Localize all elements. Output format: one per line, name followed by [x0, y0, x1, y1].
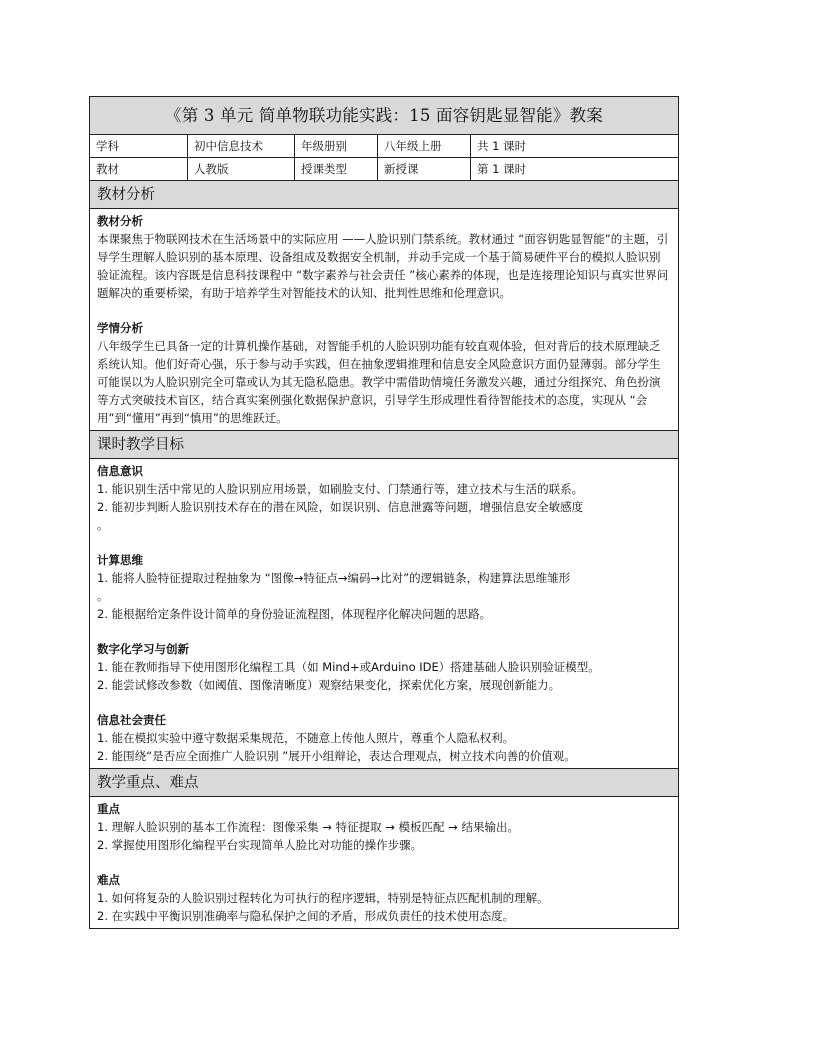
- document-title: 《第 3 单元 简单物联功能实践：15 面容钥匙显智能》教案: [90, 97, 678, 135]
- learner-analysis-text: 八年级学生已具备一定的计算机操作基础，对智能手机的人脸识别功能有较直观体验，但对背后的技术原理缺乏系统认知。他们好奇心强，乐于参与动手实践，但在抽象逻辑推理和信息安全风险意识方面仍显薄弱。部分学生可能误以为人脸识别完全可靠或认为其无隐私隐患。教学中需借助情境任务激发兴趣，通过分组探究、角色扮演等方式突破技术盲区，结合真实案例强化数据保护意识，引导学生形成理性看待智能技术的态度，实现从 “会用”到“懂用”再到“慎用”的思维跃迁。: [97, 339, 661, 425]
- subject-label: 学科: [90, 135, 188, 157]
- section-heading-keypoints: 教学重点、难点: [90, 769, 678, 797]
- section-body-objectives: [90, 459, 678, 769]
- info-row-2: [90, 158, 678, 181]
- textbook-value: 人教版: [188, 158, 295, 180]
- objective-title-computational-thinking: 计算思维: [97, 553, 143, 567]
- textbook-label: 教材: [90, 158, 188, 180]
- material-analysis-title: 教材分析: [97, 214, 143, 228]
- total-hours: 共 1 课时: [477, 139, 527, 153]
- difficulty-title: 难点: [97, 873, 120, 887]
- learner-analysis-title: 学情分析: [97, 321, 143, 335]
- lesson-type-value: 新授课: [378, 158, 471, 180]
- objective-line: 2. 能初步判断人脸识别技术存在的潜在风险，如误识别、信息泄露等问题，增强信息安全敏感度: [97, 500, 584, 514]
- objective-line: 。: [97, 518, 109, 532]
- section-body-analysis: [90, 209, 678, 431]
- objective-title-social-responsibility: 信息社会责任: [97, 713, 166, 727]
- focus-title: 重点: [97, 802, 120, 816]
- material-analysis-text: 本课聚焦于物联网技术在生活场景中的实际应用 ——人脸识别门禁系统。教材通过 “面容钥匙显智能”的主题，引导学生理解人脸识别的基本原理、设备组成及数据安全机制，并动手完成一个基于简易硬件平台的模拟人脸识别验证流程。该内容既是信息科技课程中 “数字素养与社会责任 ”核心素养的体现，也是连接理论知识与真实世界问题解决的重要桥梁，有助于培养学生对智能技术的认知、批判性思维和伦理意识。: [97, 232, 669, 300]
- section-heading-objectives: 课时教学目标: [90, 431, 678, 459]
- objective-title-info-awareness: 信息意识: [97, 464, 143, 478]
- grade-value: 八年级上册: [378, 135, 471, 157]
- lesson-number: 第 1 课时: [477, 162, 527, 176]
- objective-line: 1. 能识别生活中常见的人脸识别应用场景，如刷脸支付、门禁通行等，建立技术与生活的联系。: [97, 482, 584, 496]
- grade-label: 年级册别: [295, 135, 378, 157]
- objective-line: 1. 能在教师指导下使用图形化编程工具（如 Mind+或Arduino IDE）搭建基础人脸识别验证模型。: [97, 660, 600, 674]
- focus-line: 1. 理解人脸识别的基本工作流程：图像采集 → 特征提取 → 模板匹配 → 结果输出。: [97, 820, 519, 834]
- objective-line: 。: [97, 589, 109, 603]
- objective-line: 1. 能将人脸特征提取过程抽象为 “图像→特征点→编码→比对”的逻辑链条，构建算法思维雏形: [97, 571, 571, 585]
- subject-value: 初中信息技术: [188, 135, 295, 157]
- objective-line: 2. 能尝试修改参数（如阈值、图像清晰度）观察结果变化，探索优化方案，展现创新能力。: [97, 678, 561, 692]
- objective-line: 1. 能在模拟实验中遵守数据采集规范，不随意上传他人照片，尊重个人隐私权利。: [97, 731, 515, 745]
- objective-line: 2. 能围绕“是否应全面推广人脸识别 ”展开小组辩论，表达合理观点，树立技术向善的价值观。: [97, 749, 576, 763]
- difficulty-line: 2. 在实践中平衡识别准确率与隐私保护之间的矛盾，形成负责任的技术使用态度。: [97, 909, 515, 923]
- section-heading-analysis: 教材分析: [90, 181, 678, 209]
- info-row-1: [90, 135, 678, 158]
- objective-title-digital-learning: 数字化学习与创新: [97, 642, 189, 656]
- lesson-type-label: 授课类型: [295, 158, 378, 180]
- lesson-plan-table: [89, 96, 679, 929]
- objective-line: 2. 能根据给定条件设计简单的身份验证流程图，体现程序化解决问题的思路。: [97, 607, 492, 621]
- section-body-keypoints: [90, 797, 678, 928]
- focus-line: 2. 掌握使用图形化编程平台实现简单人脸比对功能的操作步骤。: [97, 838, 423, 852]
- difficulty-line: 1. 如何将复杂的人脸识别过程转化为可执行的程序逻辑，特别是特征点匹配机制的理解。: [97, 891, 549, 905]
